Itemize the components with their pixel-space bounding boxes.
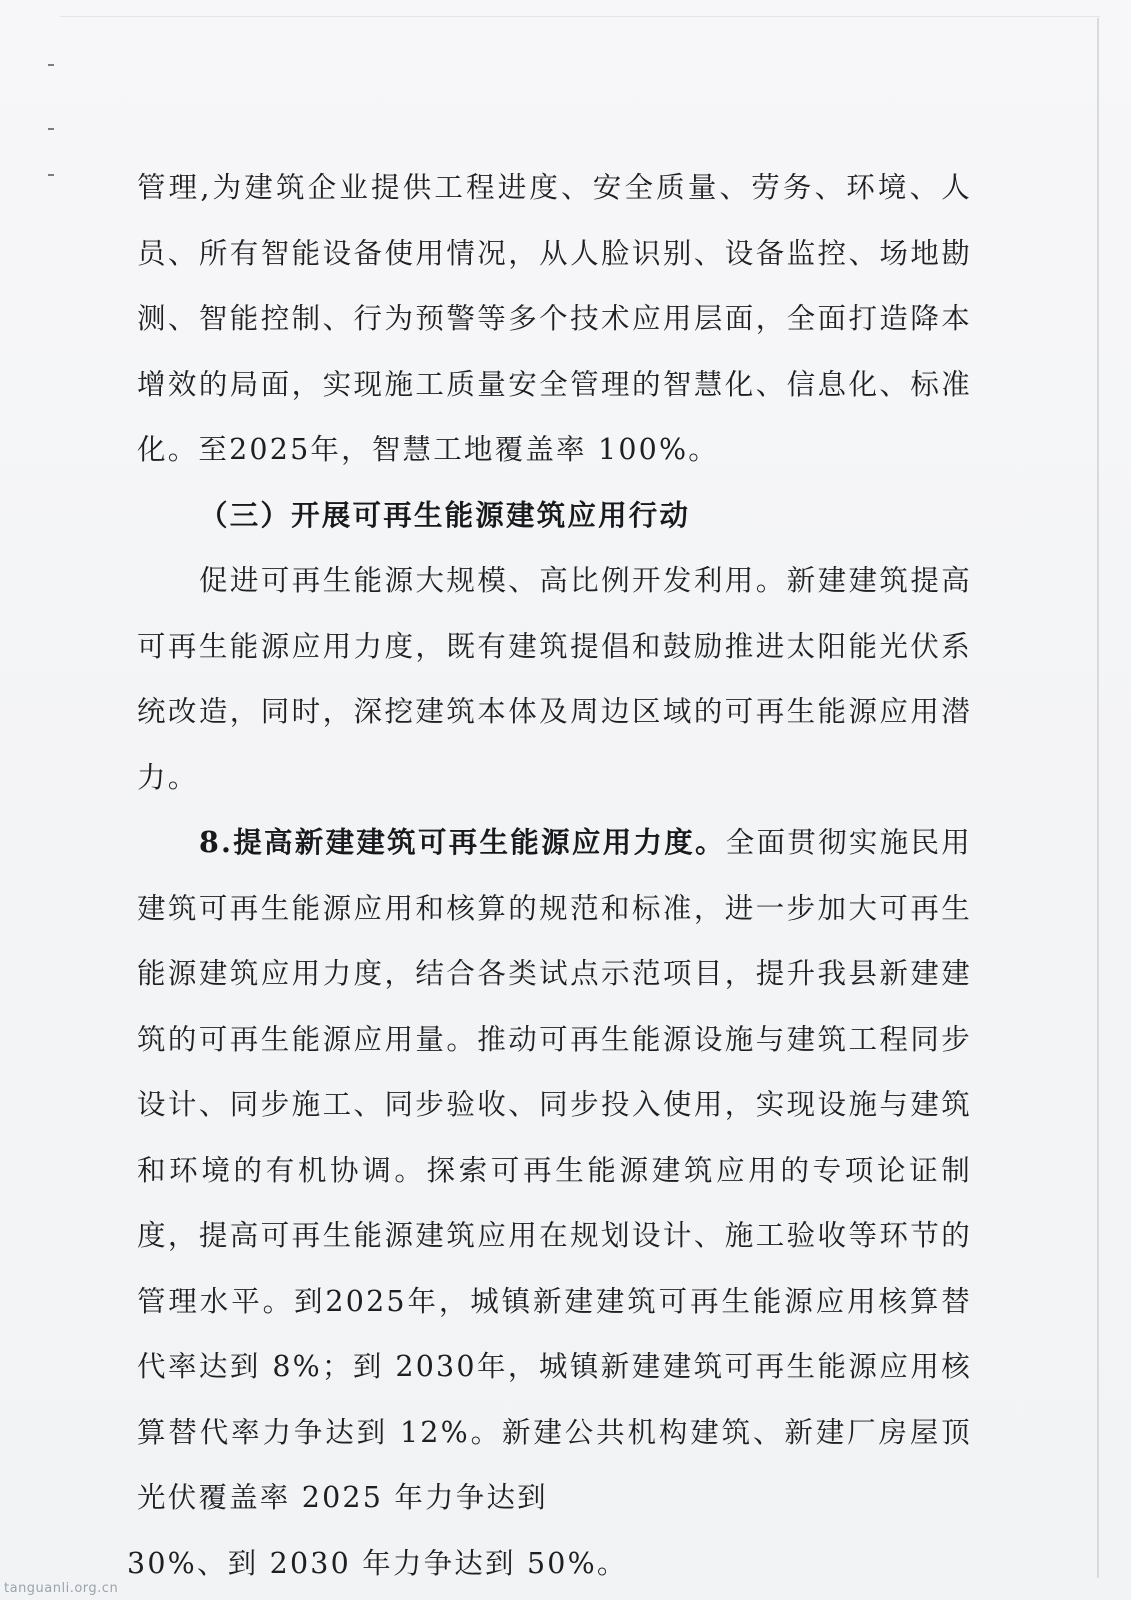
scan-mark xyxy=(48,174,54,176)
document-body xyxy=(127,155,972,1596)
paragraph-item-8-last-line: 30%、到 2030 年力争达到 50%。 xyxy=(127,1546,628,1580)
paragraph-renewable-intro: 促进可再生能源大规模、高比例开发利用。新建建筑提高可再生能源应用力度，既有建筑提倡和鼓励推进太阳能光伏系统改造，同时，深挖建筑本体及周边区域的可再生能源应用潜力。 xyxy=(137,564,972,794)
watermark: tanguanli.org.cn xyxy=(4,1581,119,1596)
section-heading-renewable-energy: （三）开展可再生能源建筑应用行动 xyxy=(199,497,691,532)
scan-mark xyxy=(48,64,54,66)
paragraph-item-8 xyxy=(137,810,972,1531)
item-8-body: 全面贯彻实施民用建筑可再生能源应用和核算的规范和标准，进一步加大可再生能源建筑应用力度，结合各类试点示范项目，提升我县新建建筑的可再生能源应用量。推动可再生能源设施与建筑工程同步设计、同步施工、同步验收、同步投入使用，实现设施与建筑和环境的有机协调。探索可再生能源建筑应用的专项论证制度，提高可再生能源建筑应用在规划设计、施工验收等环节的管理水平。到2025年，城镇新建建筑可再生能源应用核算替代率达到 8%；到 2030年，城镇新建建筑可再生能源应用核算替代率力争达到 12%。新建公共机构建筑、新建厂房屋顶光伏覆盖率 2025 年力争达到 xyxy=(137,826,972,1514)
item-8-lead: 8.提高新建建筑可再生能源应用力度。 xyxy=(199,825,726,859)
scan-mark xyxy=(48,128,54,130)
page-right-edge xyxy=(1097,18,1099,1578)
paragraph-smart-site: 管理,为建筑企业提供工程进度、安全质量、劳务、环境、人员、所有智能设备使用情况，从人脸识别、设备监控、场地勘测、智能控制、行为预警等多个技术应用层面，全面打造降本增效的局面，实现施工质量安全管理的智慧化、信息化、标准化。至2025年，智慧工地覆盖率 100%。 xyxy=(137,171,972,466)
page-top-edge xyxy=(60,16,1100,17)
